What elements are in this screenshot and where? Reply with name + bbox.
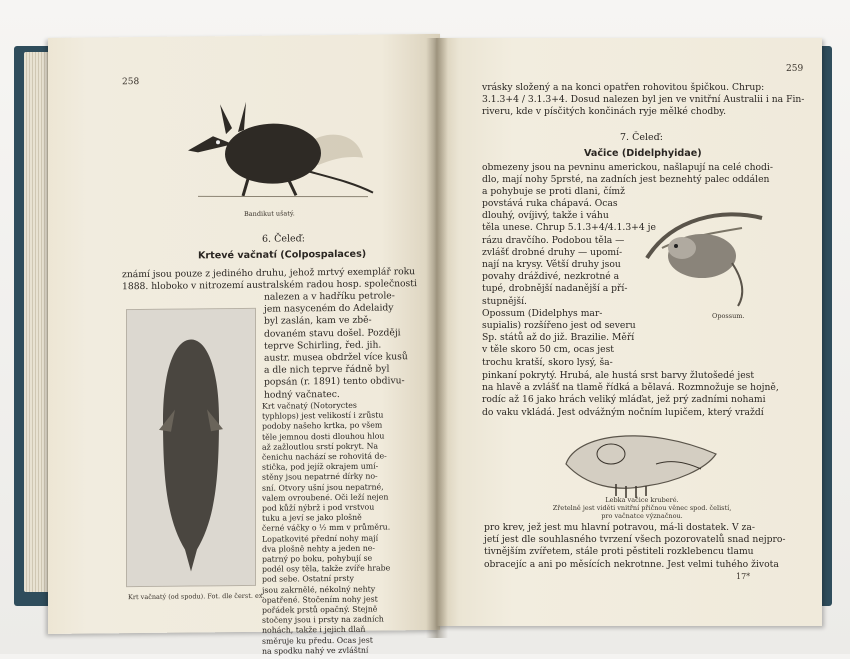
text-line: rázu dravčího. Podobou těla — [482,234,625,246]
marsupial-mole-caption: Krt vačnatý (od spodu). Fot. dle čerst. ex. [128,591,265,602]
text-line: pod kůží nýbrž i pod vrstvou [262,502,375,513]
text-line: trochu kratší, skoro lysý, ša- [482,356,613,368]
page-number-left: 258 [122,77,140,88]
text-line: tupé, drobnější nadanější a pří- [482,283,628,295]
text-line: v těle skoro 50 cm, ocas jest [482,344,614,356]
text-line: typhlops) jest velikostí i zrůstu [262,410,384,421]
text-line: těla unese. Chrup 5.1.3+4/4.1.3+4 je [482,222,656,234]
opossum-description [482,370,779,419]
family-7-side-text [482,198,656,369]
text-line: sní. Otvory ušní jsou nepatrné, [262,482,384,493]
marsupial-mole-photo [126,308,256,587]
marsupial-mole-image [127,309,255,586]
text-line: černé váčky o ½ mm v průměru. [262,522,391,534]
text-line: dva plošně nehty a jeden ne- [262,543,376,554]
text-line: směruje ku předu. Ocas jest [262,635,373,646]
family-6-side-text [264,290,408,401]
text-line: byl zaslán, kam ve zbě- [264,315,372,328]
text-line: stočeny jsou i prsty na zadních [262,614,384,626]
text-line: jem nasyceném do Adelaidy [264,302,394,315]
bottom-paragraph [484,522,786,571]
text-line: nohách, takže i jejich dlaň [262,625,366,636]
family-7-heading: 7. Čeleď: [620,132,663,143]
family-7-title: Vačice (Didelphyidae) [584,148,702,159]
text-line: obracejíc a ani po měsících nekrotnne. Jest velmi tuhého života [484,558,779,570]
text-line: pinkaní pokrytý. Hrubá, ale hustá srst barvy žlutošedé jest [482,370,755,381]
text-line: dlouhý, ovíjivý, takže i váhu [482,210,609,222]
skull-caption [532,496,752,520]
text-line: podél osy těla, takže zvíře hrabe [262,563,391,575]
bandicoot-caption: Bandikut ušatý. [244,209,295,218]
text-line: známí jsou pouze z jediného druhu, jehož mrtvý exemplář roku [122,266,416,281]
text-line: nají na krysy. Větší druhy jsou [482,259,621,271]
text-line: pro krev, jež jest mu hlavní potravou, má-li dostatek. V za- [484,522,755,533]
bandicoot-illustration [158,83,378,205]
opossum-skull-illustration [556,424,726,504]
text-line: obmezeny jsou na pevninu americkou, našlapují na celé chodi- [482,162,773,173]
text-line: pořádek prstů opačný. Stejně [262,604,378,615]
text-line: 1888. hloboko v nitrozemí australském radou hosp. společnosti [122,278,417,293]
text-line: jsou zakrnělé, nékolný nehty [262,584,376,595]
text-line: patrný po boku, pohybují se [262,553,373,564]
text-line: podoby našeho krtka, po všem [262,420,383,432]
family-6-title: Krtevé vačnatí (Colpospalaces) [198,248,367,262]
text-line: valem ovroubené. Oči leží nejen [262,492,389,503]
text-line: pro vačnatce význačnou. [601,512,683,520]
family-6-heading: 6. Čeleď: [262,233,305,245]
text-line: vrásky složený a na konci opatřen rohovitou špičkou. Chrup: [482,82,765,93]
book-gutter [426,38,448,638]
text-line: Lebka vačice kruberé. [605,496,679,504]
text-line: pod sebe. Ostatní prsty [262,574,354,585]
opossum-illustration [642,198,766,308]
text-line: a dle nich teprve řádně byl [264,363,390,376]
text-line: opatřené. Stočením nohy jest [262,594,378,605]
text-line: těle jemnou dosti dlouhou hlou [262,431,385,442]
left-page [48,34,440,656]
text-line: nalezen a v hadříku petrole- [264,290,395,303]
text-line: supialis) rozšířeno jest od severu [482,320,636,332]
text-line: na hlavě a zvlášť na tlamě řídká a bělavá. Rozmnožuje se hojně, [482,382,779,394]
text-line: stička, pod jejíž okrajem umí- [262,461,379,472]
text-line: 3.1.3+4 / 3.1.3+4. Dosud nalezen byl jen ve vnitřní Australii i na Fin- [482,94,805,106]
text-line: dovaném stavu došel. Později [264,326,401,340]
text-line: jetí jest dle souhlasného tvrzení všech pozorovatelů snad nejpro- [484,534,786,546]
family-7-intro [482,162,773,199]
top-paragraph [482,82,804,119]
text-line: popsán (r. 1891) tento obdivu- [264,375,405,389]
text-line: tivnějším zvířetem, stále proti pěstiteli rozklebencu tlamu [484,546,754,558]
text-line: povstává ruka chápavá. Ocas [482,198,618,209]
text-line: Opossum (Didelphys mar- [482,307,603,319]
text-line: rodíc až 16 jako hrách veliký mláďat, jež prý zadními nohami [482,394,766,406]
text-line: stupnější. [482,295,527,307]
text-line: teprve Schirling, řed. jih. [264,339,382,352]
text-line: riveru, kde v písčitých končinách ryje mělké chodby. [482,106,727,118]
text-line: zvlášť drobné druhy — upomí- [482,246,623,258]
text-line: dlo, mají nohy 5prsté, na zadních jest beznehtý palec oddálen [482,174,770,186]
text-line: Krt vačnatý (Notoryctes [262,400,357,411]
text-line: stěny jsou nepatrné dírky no- [262,471,378,483]
text-line: hodný vačnatec. [264,388,340,401]
right-page [436,38,822,626]
text-line: tuku a jeví se jako plošně [262,512,362,523]
text-line: až zažloutlou srstí pokryt. Na [262,441,379,452]
text-line: a pohybuje se proti dlani, čímž [482,186,625,198]
text-line: Lopatkovité přední nohy mají [262,533,379,544]
text-line: austr. musea obdržel více kusů [264,351,408,364]
text-line: Sp. států až do již. Brazilie. Měří [482,332,635,344]
text-line: povahy dráždivé, nezkrotné a [482,271,620,283]
text-line: Zřetelně jest viděti vnitřní přičnou věnec spod. čelistí, [552,504,732,512]
text-line: do vaku vkládá. Jest odvážným nočním lupičem, který vraždí [482,406,764,418]
opossum-caption: Opossum. [712,312,745,320]
page-number-right: 259 [786,64,804,74]
family-6-intro [122,266,417,293]
marsupial-mole-description [262,400,390,656]
text-line: na spodku nahý ve zvláštní [262,645,369,656]
text-line: čenichu nachází se rohovitá de- [262,451,387,462]
signature-mark: 17* [736,572,751,581]
